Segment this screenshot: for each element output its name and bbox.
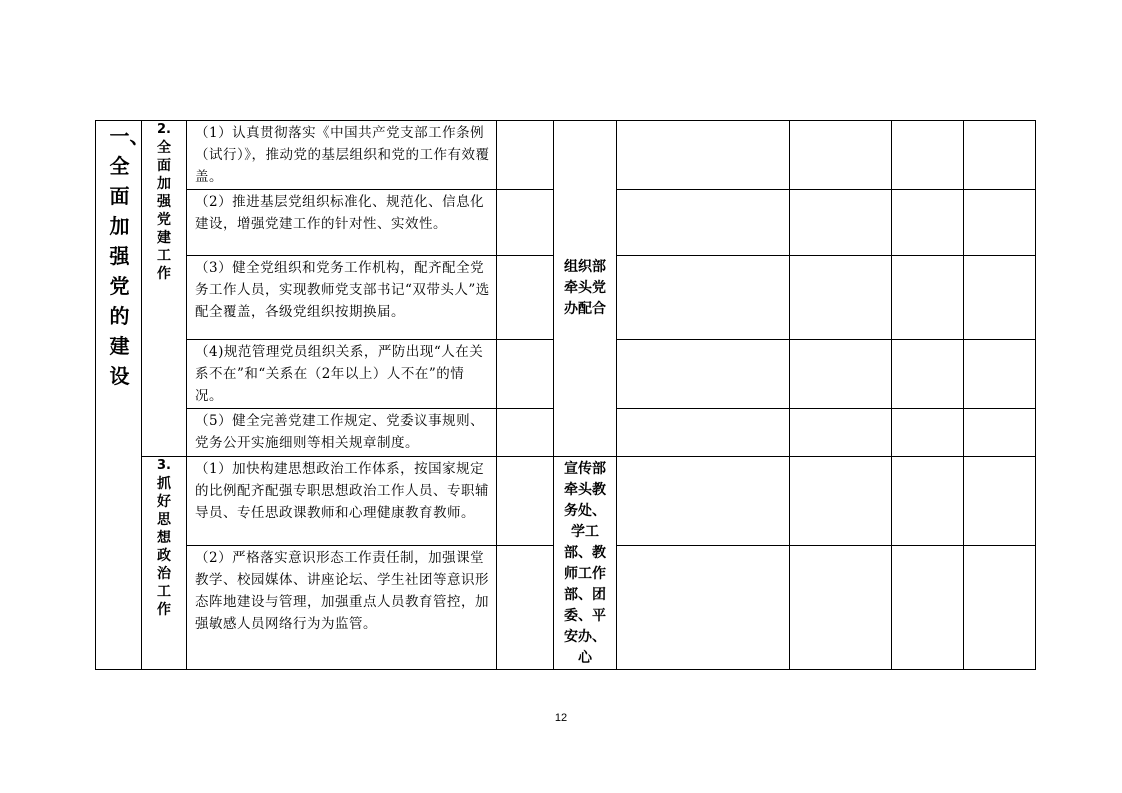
blank-cell <box>790 121 892 190</box>
task-item: （1）认真贯彻落实《中国共产党支部工作条例（试行）》，推动党的基层组织和党的工作有效覆盖。 <box>195 125 490 185</box>
blank-cell <box>892 409 964 457</box>
item-cell <box>187 256 497 340</box>
task-item: （3）健全党组织和党务工作机构，配齐配全党务工作人员，实现教师党支部书记“双带头人”选配全覆盖，各级党组织按期换届。 <box>195 260 490 320</box>
blank-cell <box>892 457 964 546</box>
item-cell <box>187 340 497 409</box>
blank-cell <box>497 121 554 190</box>
blank-cell <box>790 256 892 340</box>
blank-cell <box>964 546 1036 670</box>
table-row <box>96 457 1036 546</box>
blank-cell <box>497 340 554 409</box>
blank-cell <box>892 121 964 190</box>
blank-cell <box>892 546 964 670</box>
subsection-title: 全面加强党建工作 <box>157 140 171 282</box>
subsection-title: 抓好思想政治工作 <box>157 476 171 618</box>
blank-cell <box>617 121 790 190</box>
item-cell <box>187 409 497 457</box>
item-cell <box>187 121 497 190</box>
blank-cell <box>964 340 1036 409</box>
blank-cell <box>790 190 892 256</box>
blank-cell <box>617 409 790 457</box>
blank-cell <box>892 340 964 409</box>
blank-cell <box>617 546 790 670</box>
item-cell <box>187 190 497 256</box>
work-plan-table <box>95 120 1036 670</box>
blank-cell <box>892 190 964 256</box>
blank-cell <box>497 409 554 457</box>
task-item: （2）推进基层党组织标准化、规范化、信息化建设，增强党建工作的针对性、实效性。 <box>195 194 485 232</box>
subsection-number: 3. <box>157 458 171 473</box>
blank-cell <box>497 546 554 670</box>
blank-cell <box>964 190 1036 256</box>
page-number: 12 <box>554 712 568 724</box>
blank-cell <box>790 546 892 670</box>
blank-cell <box>497 457 554 546</box>
subsection-number: 2. <box>157 122 171 137</box>
department-cell <box>554 457 617 670</box>
department-text: 组织部牵头党办配合 <box>564 259 606 317</box>
subsection-2-cell <box>142 121 187 457</box>
section-title-cell <box>96 121 150 670</box>
department-cell <box>554 121 617 457</box>
subsection-3-cell <box>142 457 187 670</box>
blank-cell <box>964 121 1036 190</box>
blank-cell <box>964 457 1036 546</box>
task-item: （5）健全完善党建工作规定、党委议事规则、党务公开实施细则等相关规章制度。 <box>195 413 485 451</box>
blank-cell <box>617 190 790 256</box>
blank-cell <box>964 256 1036 340</box>
blank-cell <box>790 457 892 546</box>
department-text: 宣传部牵头教务处、学工部、教师工作部、团委、平安办、心 <box>564 461 606 666</box>
blank-cell <box>617 457 790 546</box>
task-item: （4)规范管理党员组织关系，严防出现“人在关系不在”和“关系在（2年以上）人不在”的情况。 <box>195 344 484 404</box>
blank-cell <box>497 190 554 256</box>
blank-cell <box>617 256 790 340</box>
blank-cell <box>964 409 1036 457</box>
section-title: 一、全面加强党的建设 <box>109 124 150 388</box>
task-item: （1）加快构建思想政治工作体系，按国家规定的比例配齐配强专职思想政治工作人员、专职辅导员、专任思政课教师和心理健康教育教师。 <box>195 461 489 521</box>
table-row <box>96 121 1036 190</box>
blank-cell <box>497 256 554 340</box>
blank-cell <box>790 340 892 409</box>
item-cell <box>187 546 497 670</box>
blank-cell <box>892 256 964 340</box>
blank-cell <box>790 409 892 457</box>
task-item: （2）严格落实意识形态工作责任制，加强课堂教学、校园媒体、讲座论坛、学生社团等意识形态阵地建设与管理，加强重点人员教育管控，加强敏感人员网络行为为监管。 <box>195 550 489 633</box>
item-cell <box>187 457 497 546</box>
blank-cell <box>617 340 790 409</box>
